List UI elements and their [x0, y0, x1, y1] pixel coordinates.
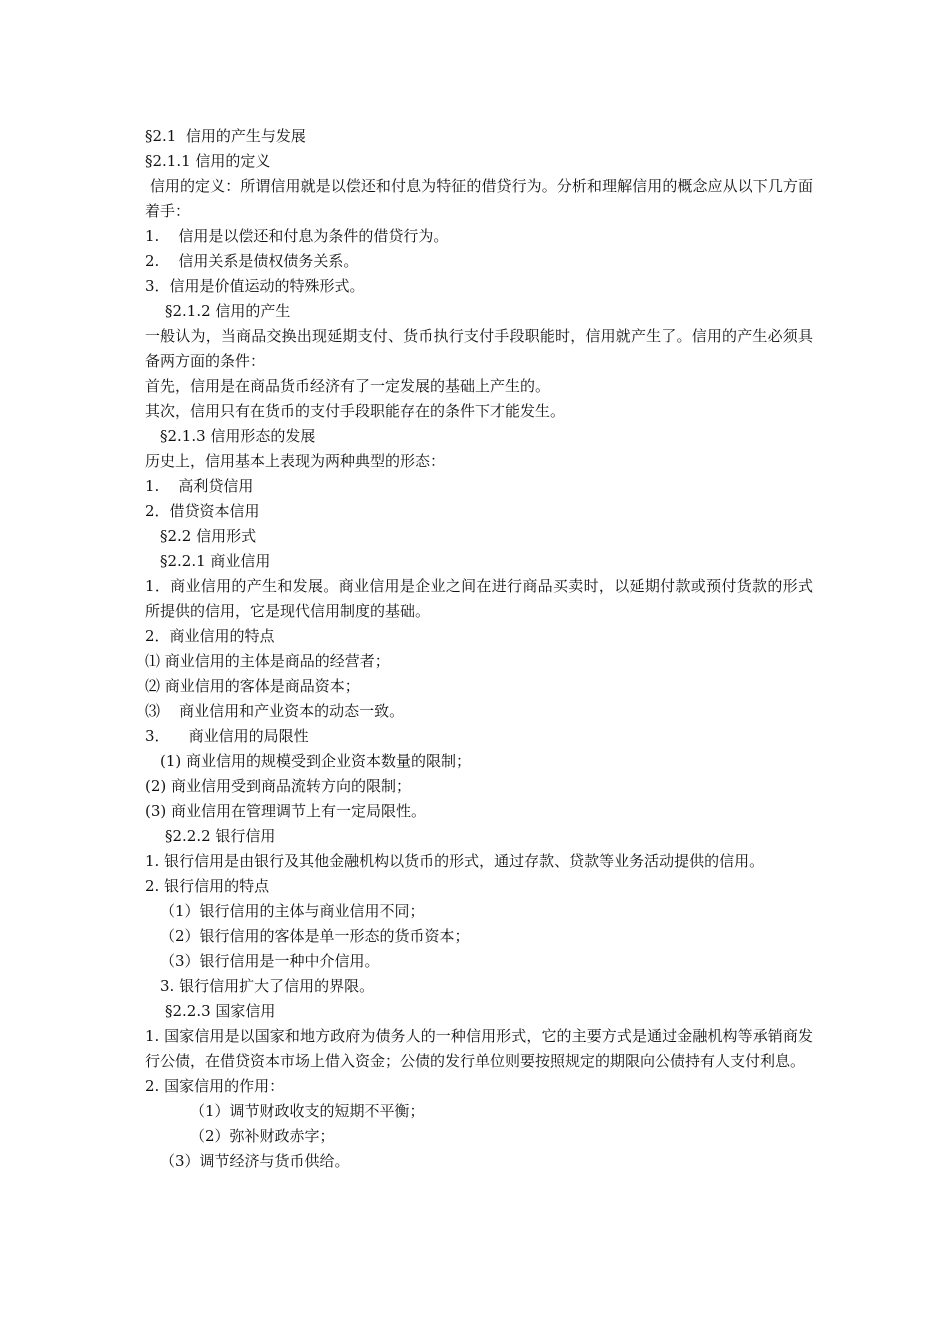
text-line: (1) 商业信用的规模受到企业资本数量的限制； — [160, 752, 472, 770]
text-line: §2.2 信用形式 — [160, 527, 257, 545]
text-line: ⑴ 商业信用的主体是商品的经营者； — [145, 652, 390, 670]
text-line: ⑶ 商业信用和产业资本的动态一致。 — [145, 702, 405, 720]
text-line: 首先，信用是在商品货币经济有了一定发展的基础上产生的。 — [145, 377, 551, 395]
text-line: 1. 信用是以偿还和付息为条件的借贷行为。 — [145, 227, 449, 245]
text-line: 1. 银行信用是由银行及其他金融机构以货币的形式，通过存款、贷款等业务活动提供的信用。 — [145, 852, 765, 870]
text-line: §2.2.3 国家信用 — [165, 1002, 276, 1020]
text-line: 信用的定义：所谓信用就是以偿还和付息为特征的借贷行为。分析和理解信用的概念应从以下几方面着手： — [145, 177, 813, 220]
text-line: §2.1.3 信用形态的发展 — [160, 427, 316, 445]
text-line: （3）银行信用是一种中介信用。 — [160, 952, 380, 970]
text-line: （1）调节财政收支的短期不平衡； — [190, 1102, 425, 1120]
text-line: 2. 银行信用的特点 — [145, 877, 270, 895]
text-line: 3． 商业信用的局限性 — [145, 727, 309, 745]
text-line: 一般认为，当商品交换出现延期支付、货币执行支付手段职能时，信用就产生了。信用的产生必须具备两方面的条件： — [145, 327, 813, 370]
text-line: 3．信用是价值运动的特殊形式。 — [145, 277, 365, 295]
text-line: （2）弥补财政赤字； — [190, 1127, 335, 1145]
text-line: §2.1.2 信用的产生 — [165, 302, 291, 320]
text-line: 1. 高利贷信用 — [145, 477, 254, 495]
text-line: (3) 商业信用在管理调节上有一定局限性。 — [145, 802, 427, 820]
text-line: 历史上，信用基本上表现为两种典型的形态： — [145, 452, 446, 470]
text-line: (2) 商业信用受到商品流转方向的限制； — [145, 777, 412, 795]
text-line: 2. 信用关系是债权债务关系。 — [145, 252, 359, 270]
text-line: §2.2.2 银行信用 — [165, 827, 276, 845]
text-line: 其次，信用只有在货币的支付手段职能存在的条件下才能发生。 — [145, 402, 566, 420]
text-line: 2．商业信用的特点 — [145, 627, 275, 645]
text-line: §2.2.1 商业信用 — [160, 552, 271, 570]
text-line: 2. 国家信用的作用： — [145, 1077, 285, 1095]
document-body — [145, 124, 813, 1174]
text-line: 1. 国家信用是以国家和地方政府为债务人的一种信用形式，它的主要方式是通过金融机构等承销商发行公债，在借贷资本市场上借入资金；公债的发行单位则要按照规定的期限向公债持有人支付利息。 — [145, 1027, 813, 1070]
text-line: 1．商业信用的产生和发展。商业信用是企业之间在进行商品买卖时，以延期付款或预付货款的形式所提供的信用，它是现代信用制度的基础。 — [145, 577, 813, 620]
text-line: （3）调节经济与货币供给。 — [160, 1152, 350, 1170]
text-line: （1）银行信用的主体与商业信用不同； — [160, 902, 425, 920]
text-line: §2.1.1 信用的定义 — [145, 152, 271, 170]
text-line: 2．借贷资本信用 — [145, 502, 260, 520]
text-line: §2.1 信用的产生与发展 — [145, 127, 306, 145]
text-line: 3. 银行信用扩大了信用的界限。 — [160, 977, 375, 995]
text-line: （2）银行信用的客体是单一形态的货币资本； — [160, 927, 470, 945]
text-line: ⑵ 商业信用的客体是商品资本； — [145, 677, 360, 695]
